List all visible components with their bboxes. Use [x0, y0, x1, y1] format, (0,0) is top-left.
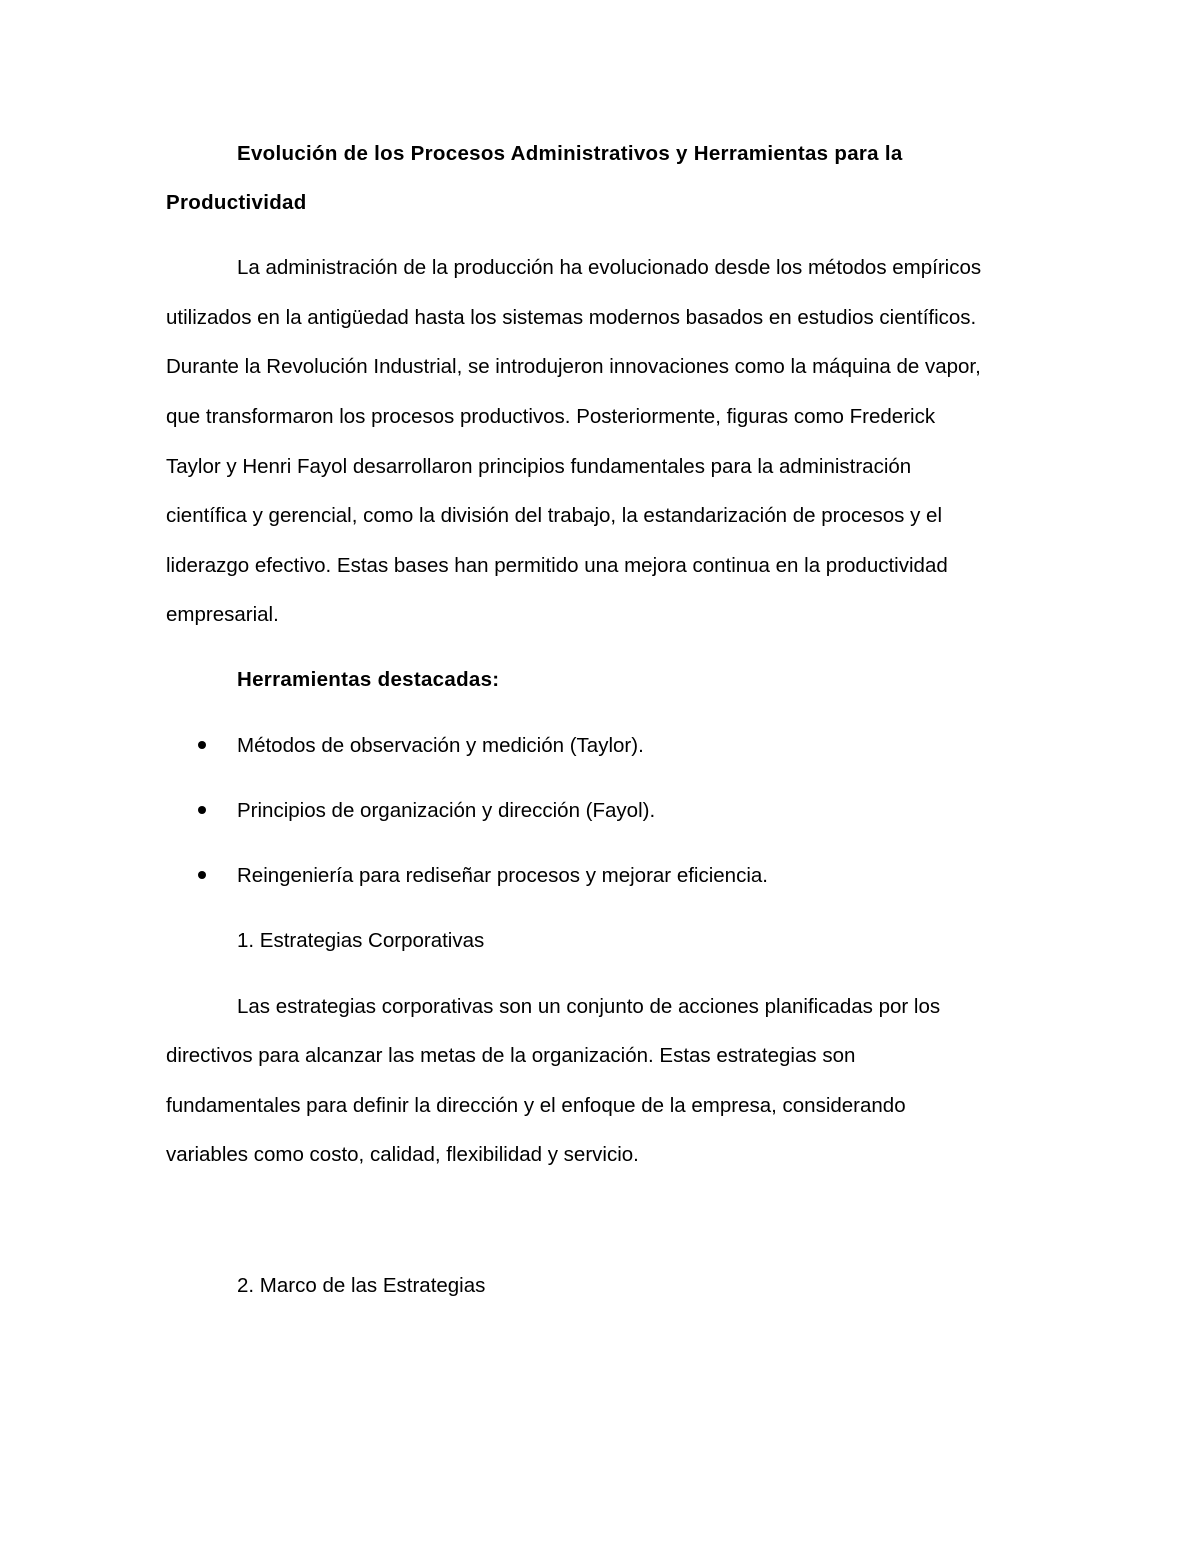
bullet-icon: [198, 871, 206, 879]
intro-line: científica y gerencial, como la división del trabajo, la estandarización de procesos y el: [166, 504, 942, 527]
list-item-text: Métodos de observación y medición (Taylor).: [237, 734, 644, 757]
list-item-text: Principios de organización y dirección (Fayol).: [237, 799, 656, 822]
bullet-icon: [198, 741, 206, 749]
intro-line: empresarial.: [166, 603, 279, 626]
intro-line: liderazgo efectivo. Estas bases han permitido una mejora continua en la productividad: [166, 554, 948, 577]
document-title-line-2: Productividad: [166, 191, 307, 214]
section-1-line: Las estrategias corporativas son un conjunto de acciones planificadas por los: [237, 995, 941, 1018]
tools-heading: Herramientas destacadas:: [237, 668, 500, 691]
section-2-heading: 2. Marco de las Estrategias: [237, 1274, 486, 1297]
intro-line: Taylor y Henri Fayol desarrollaron principios fundamentales para la administración: [166, 455, 912, 478]
section-1-heading: 1. Estrategias Corporativas: [237, 929, 485, 952]
section-1-line: fundamentales para definir la dirección y el enfoque de la empresa, considerando: [166, 1094, 906, 1117]
intro-line: utilizados en la antigüedad hasta los sistemas modernos basados en estudios científicos.: [166, 306, 977, 329]
intro-line: Durante la Revolución Industrial, se introdujeron innovaciones como la máquina de vapor,: [166, 355, 981, 378]
bullet-icon: [198, 806, 206, 814]
list-item-text: Reingeniería para rediseñar procesos y mejorar eficiencia.: [237, 864, 768, 887]
section-1-line: directivos para alcanzar las metas de la organización. Estas estrategias son: [166, 1044, 856, 1067]
document-title-line-1: Evolución de los Procesos Administrativos y Herramientas para la: [237, 142, 903, 165]
section-1-line: variables como costo, calidad, flexibilidad y servicio.: [166, 1143, 639, 1166]
intro-line: que transformaron los procesos productivos. Posteriormente, figuras como Frederick: [166, 405, 936, 428]
intro-line: La administración de la producción ha evolucionado desde los métodos empíricos: [237, 256, 982, 279]
